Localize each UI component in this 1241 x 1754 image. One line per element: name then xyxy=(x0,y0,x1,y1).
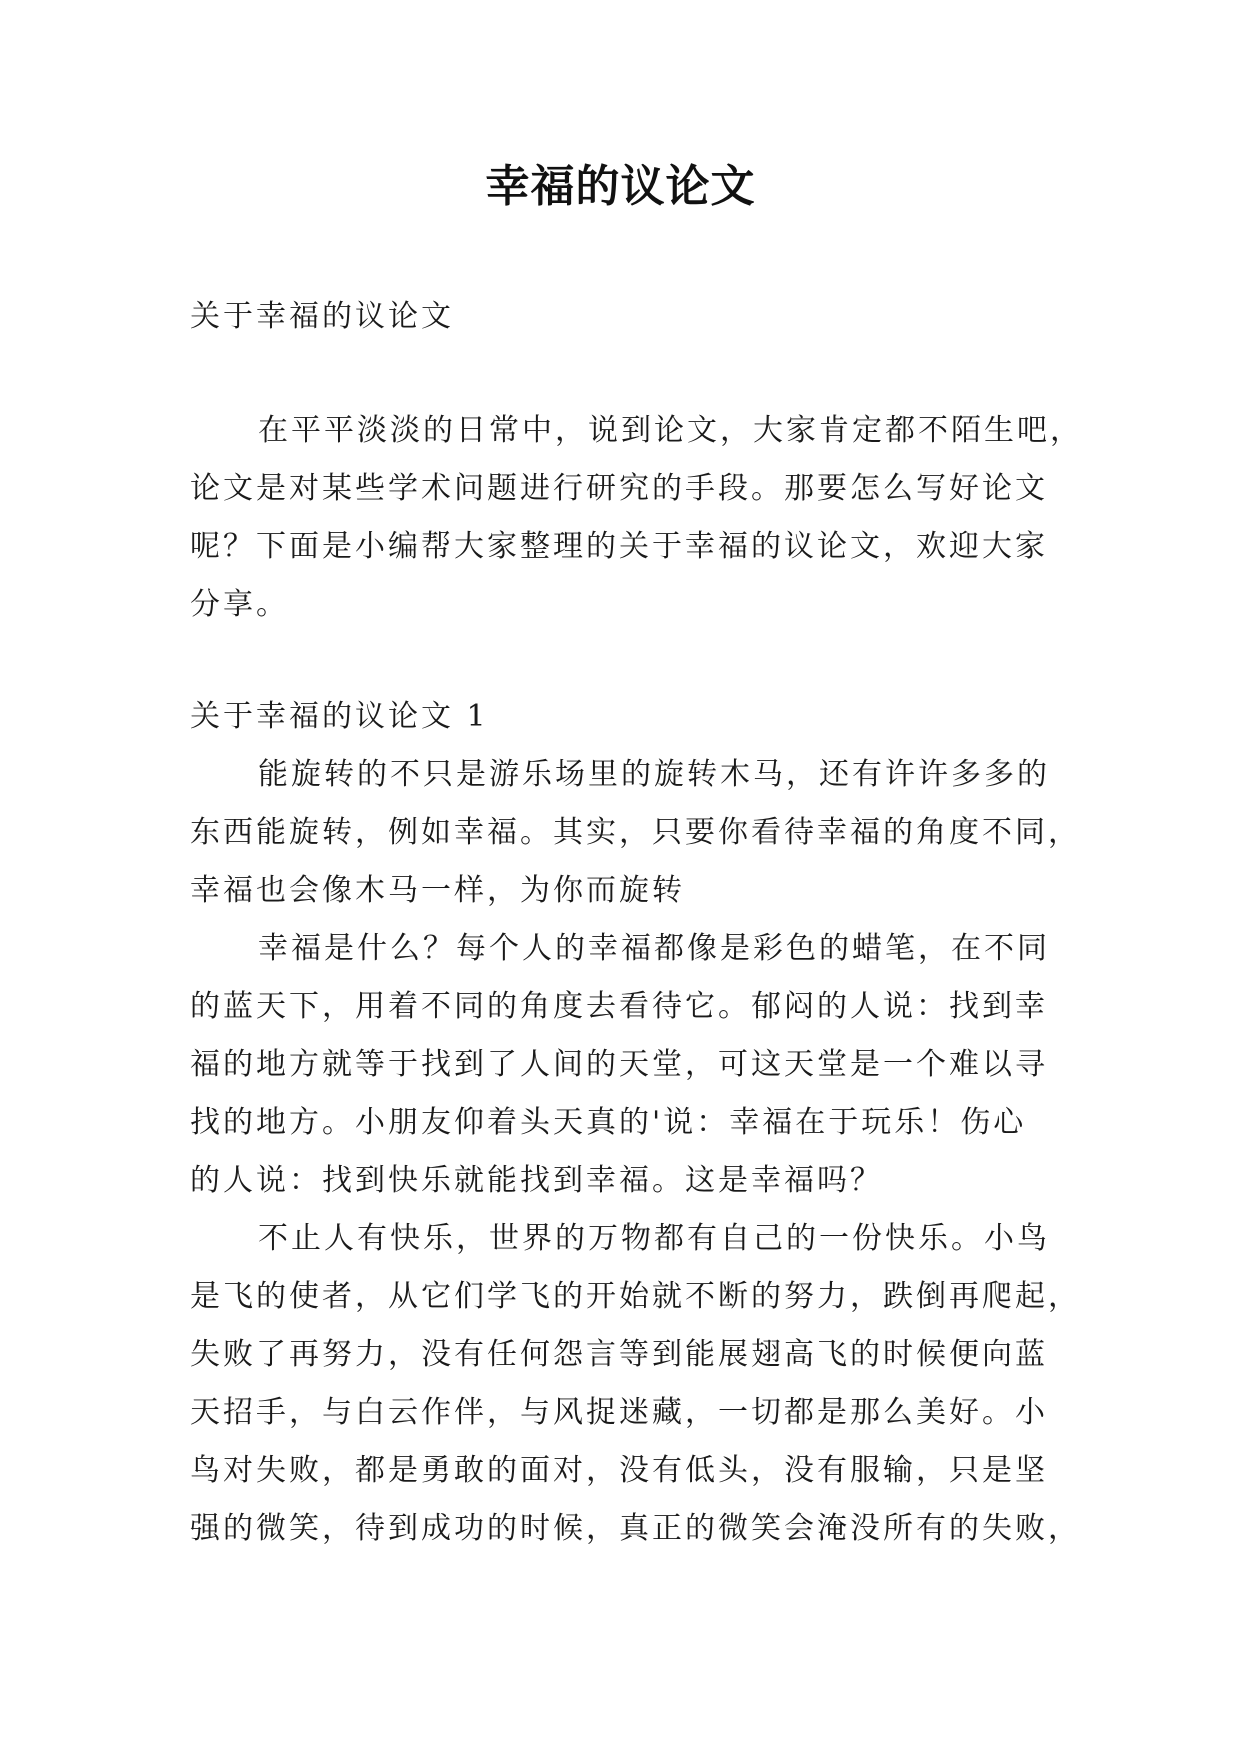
paragraph-line: 幸福也会像木马一样，为你而旋转 xyxy=(190,873,685,908)
paragraph-2 xyxy=(190,920,1050,1210)
paragraph-line: 鸟对失败，都是勇敢的面对，没有低头，没有服输，只是坚 xyxy=(190,1453,1048,1488)
paragraph-line: 能旋转的不只是游乐场里的旋转木马，还有许许多多的 xyxy=(258,757,1050,792)
paragraph-line: 是飞的使者，从它们学飞的开始就不断的努力，跌倒再爬起， xyxy=(190,1279,1081,1314)
paragraph-3 xyxy=(190,1210,1081,1558)
paragraph-line: 的人说：找到快乐就能找到幸福。这是幸福吗？ xyxy=(190,1163,883,1198)
intro-paragraph xyxy=(190,402,1083,634)
paragraph-line: 找的地方。小朋友仰着头天真的'说：幸福在于玩乐！伤心 xyxy=(190,1105,1027,1140)
paragraph-line: 分享。 xyxy=(190,587,289,622)
paragraph-line: 不止人有快乐，世界的万物都有自己的一份快乐。小鸟 xyxy=(258,1221,1050,1256)
paragraph-line: 的蓝天下，用着不同的角度去看待它。郁闷的人说：找到幸 xyxy=(190,989,1048,1024)
paragraph-line: 论文是对某些学术问题进行研究的手段。那要怎么写好论文 xyxy=(190,471,1048,506)
paragraph-line: 幸福是什么？每个人的幸福都像是彩色的蜡笔，在不同 xyxy=(258,931,1050,966)
paragraph-1 xyxy=(190,746,1081,920)
paragraph-line: 失败了再努力，没有任何怨言等到能展翅高飞的时候便向蓝 xyxy=(190,1337,1048,1372)
paragraph-line: 在平平淡淡的日常中，说到论文，大家肯定都不陌生吧， xyxy=(258,413,1083,448)
section-heading: 关于幸福的议论文 1 xyxy=(190,699,489,734)
document-title: 幸福的议论文 xyxy=(485,161,756,212)
paragraph-line: 福的地方就等于找到了人间的天堂，可这天堂是一个难以寻 xyxy=(190,1047,1048,1082)
paragraph-line: 东西能旋转，例如幸福。其实，只要你看待幸福的角度不同， xyxy=(190,815,1081,850)
paragraph-line: 天招手，与白云作伴，与风捉迷藏，一切都是那么美好。小 xyxy=(190,1395,1048,1430)
paragraph-line: 呢？下面是小编帮大家整理的关于幸福的议论文，欢迎大家 xyxy=(190,529,1048,564)
document-body xyxy=(190,288,1083,1558)
paragraph-line: 强的微笑，待到成功的时候，真正的微笑会淹没所有的失败， xyxy=(190,1511,1081,1546)
subtitle: 关于幸福的议论文 xyxy=(190,299,454,334)
